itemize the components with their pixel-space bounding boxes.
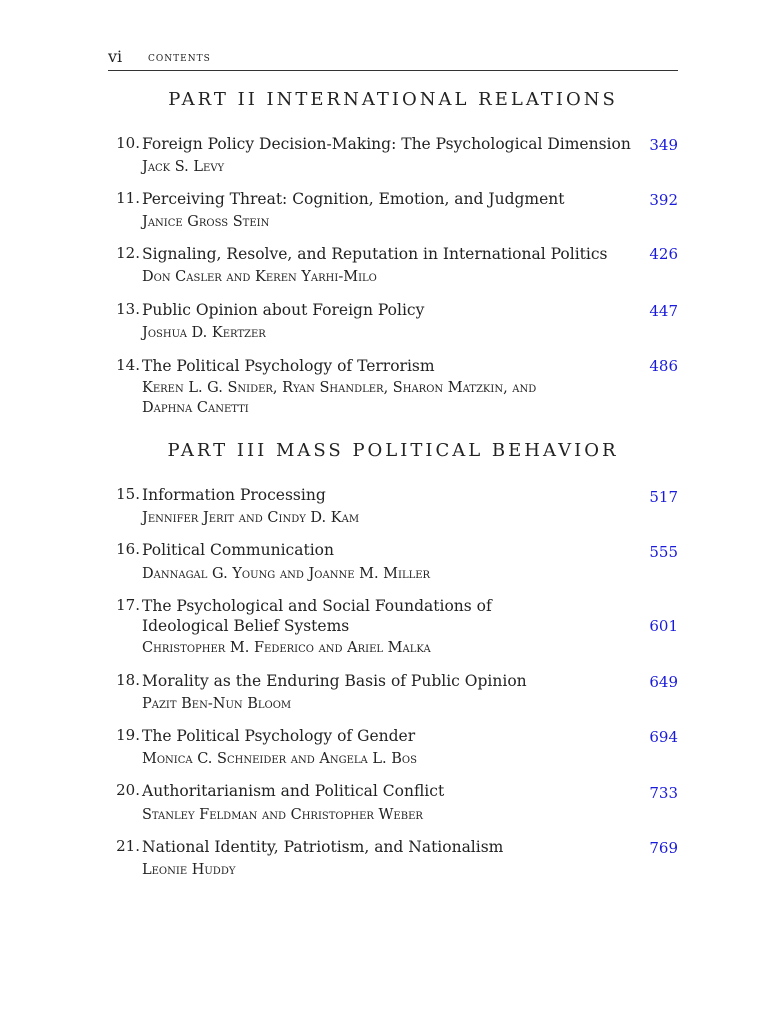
chapter-number: 15. — [116, 485, 140, 503]
page-link[interactable]: 694 — [649, 728, 678, 746]
page-link[interactable]: 517 — [649, 488, 678, 506]
chapter-title: The Psychological and Social Foundations of Ideological Belief Systems — [142, 597, 492, 635]
page-link[interactable]: 555 — [649, 543, 678, 561]
chapter-authors: Dannagal G. Young and Joanne M. Miller — [142, 566, 431, 582]
chapter-authors: Monica C. Schneider and Angela L. Bos — [142, 751, 417, 767]
chapter-title: Perceiving Threat: Cognition, Emotion, and Judgment — [142, 190, 565, 208]
page-link[interactable]: 349 — [649, 136, 678, 154]
chapter-authors: Janice Gross Stein — [142, 214, 270, 230]
chapter-number: 21. — [116, 837, 140, 855]
chapter-number: 14. — [116, 356, 140, 374]
chapter-authors: Jennifer Jerit and Cindy D. Kam — [142, 510, 360, 526]
chapter-number: 13. — [116, 300, 140, 318]
chapter-title: Information Processing — [142, 486, 326, 504]
chapter-title: Public Opinion about Foreign Policy — [142, 301, 425, 319]
chapter-title: Foreign Policy Decision-Making: The Psychological Dimension — [142, 135, 631, 153]
page-link[interactable]: 601 — [649, 617, 678, 635]
chapter-number: 12. — [116, 244, 140, 262]
chapter-title: Morality as the Enduring Basis of Public Opinion — [142, 672, 527, 690]
chapter-authors: Stanley Feldman and Christopher Weber — [142, 807, 423, 823]
chapter-authors: Joshua D. Kertzer — [142, 325, 266, 341]
page-link[interactable]: 769 — [649, 839, 678, 857]
chapter-authors: Keren L. G. Snider, Ryan Shandler, Sharon Matzkin, and Daphna Canetti — [142, 380, 537, 416]
chapter-title: The Political Psychology of Terrorism — [142, 357, 435, 375]
page-link[interactable]: 392 — [649, 191, 678, 209]
header-page-number: vi — [108, 47, 123, 66]
page-link[interactable]: 733 — [649, 784, 678, 802]
page-link[interactable]: 447 — [649, 302, 678, 320]
chapter-number: 18. — [116, 671, 140, 689]
chapter-title: The Political Psychology of Gender — [142, 727, 416, 745]
chapter-title: Authoritarianism and Political Conflict — [142, 782, 445, 800]
chapter-number: 17. — [116, 596, 140, 614]
chapter-number: 10. — [116, 134, 140, 152]
page-link[interactable]: 649 — [649, 673, 678, 691]
chapter-authors: Leonie Huddy — [142, 862, 236, 878]
chapter-number: 16. — [116, 540, 140, 558]
part-heading-ii: PART II INTERNATIONAL RELATIONS — [168, 89, 618, 110]
chapter-number: 11. — [116, 189, 140, 207]
page-link[interactable]: 426 — [649, 245, 678, 263]
chapter-title: National Identity, Patriotism, and Nationalism — [142, 838, 504, 856]
part-heading-iii: PART III MASS POLITICAL BEHAVIOR — [167, 440, 619, 461]
chapter-title: Political Communication — [142, 541, 334, 559]
chapter-authors: Don Casler and Keren Yarhi-Milo — [142, 269, 377, 285]
page-link[interactable]: 486 — [649, 357, 678, 375]
running-header — [108, 44, 678, 71]
chapter-title: Signaling, Resolve, and Reputation in International Politics — [142, 245, 608, 263]
header-title: contents — [148, 50, 211, 65]
chapter-authors: Jack S. Levy — [142, 159, 225, 175]
chapter-number: 20. — [116, 781, 140, 799]
chapter-authors: Pazit Ben-Nun Bloom — [142, 696, 292, 712]
chapter-authors: Christopher M. Federico and Ariel Malka — [142, 640, 431, 656]
chapter-number: 19. — [116, 726, 140, 744]
